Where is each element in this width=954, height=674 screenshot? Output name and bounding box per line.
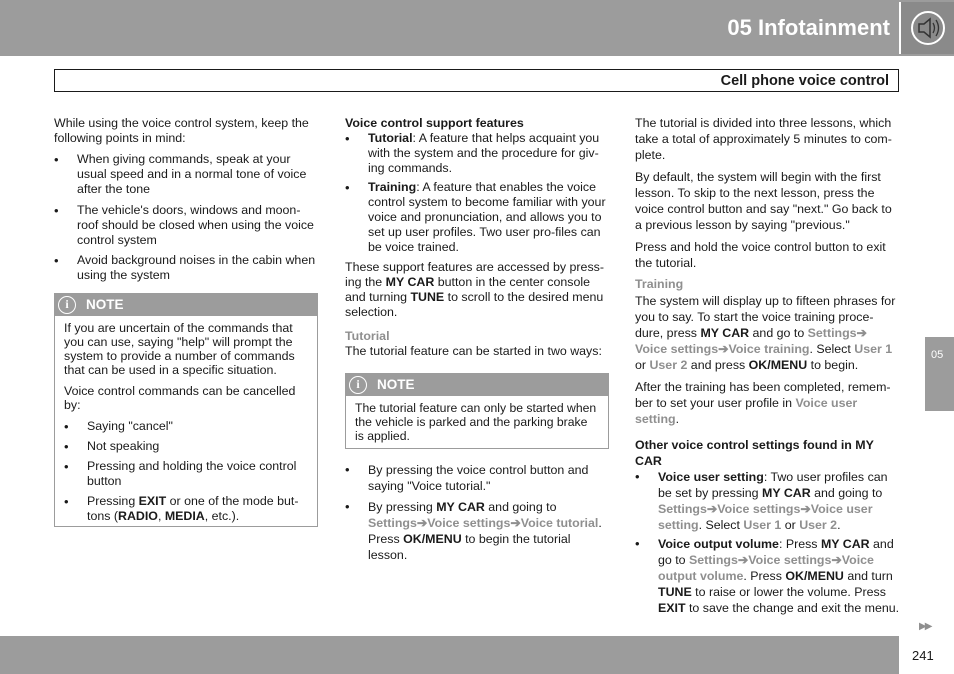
text: , [157,509,165,523]
note-label: NOTE [377,377,415,392]
text: to begin the tutorial lesson. [368,532,571,562]
paragraph [345,260,610,320]
text: After the training has been completed, remem-ber to set your user profile in [635,380,891,410]
list-item: • Saying "cancel" [64,419,308,434]
text: and going to [810,486,883,500]
section-title: Cell phone voice control [720,73,889,89]
chapter-icon-box [899,2,954,54]
text: MEDIA [164,509,205,523]
menu-path: Voice output volume [658,553,874,583]
arrow-right-icon: ➔ [856,326,867,340]
menu-path: Settings [368,516,417,530]
text: and turn [843,569,893,583]
text: Training [368,180,417,194]
menu-path: Settings [689,553,738,567]
arrow-right-icon: ➔ [718,342,729,356]
page-number: 241 [912,648,934,663]
text: : Press [778,537,821,551]
text: and go to [749,326,808,340]
arrow-right-icon: ➔ [416,516,428,530]
info-icon: i [349,376,367,394]
menu-path: Voice settings [427,516,511,530]
column-1 [54,116,319,289]
text: Pressing [87,494,139,508]
section-title-box [54,69,899,92]
menu-path: User 1 [854,342,893,356]
text: and press [687,358,749,372]
text: button in the center console and turning [345,275,590,304]
list-item: • When giving commands, speak at your usual speed and in a normal tone of voice after the tone [54,152,319,197]
note-header [55,294,317,316]
menu-path: Voice user setting [635,396,858,426]
menu-path: Voice training [728,342,810,356]
text: or [635,358,650,372]
text: : A feature that enables the voice control system to become familiar with your voice and pronunciation, and allows you to set up user profiles. Two user pro-files can be voice trained. [368,180,606,254]
info-icon: i [58,296,76,314]
list-item: • Avoid background noises in the cabin when using the system [54,253,319,283]
list-item [635,469,901,533]
note-paragraph: If you are uncertain of the commands that you can use, saying "help" will prompt the system to provide a number of commands that can be used in a specific situation. [64,321,295,377]
text: RADIO [118,509,158,523]
support-features-list [345,131,610,255]
speaker-icon [909,10,947,46]
menu-path: Voice settings [748,553,832,567]
page-number-box [899,636,954,674]
text: OK/MENU [748,358,808,372]
text: to save the change and exit the menu. [685,601,900,615]
text: Voice user setting [658,470,764,484]
menu-path: Voice settings [635,342,719,356]
column-2-lower [345,462,610,569]
list-item [64,494,308,524]
menu-path: Voice tutorial [520,516,599,530]
chapter-title: 05 Infotainment [727,15,890,40]
text: TUNE [658,585,692,599]
list-item: • Not speaking [64,439,308,454]
arrow-right-icon: ➔ [706,502,718,516]
text: to scroll to the desired menu selection. [345,290,604,319]
text: . Select [809,342,855,356]
menu-path: User 1 [743,518,782,532]
text: MY CAR [700,326,750,340]
text: . [837,518,841,532]
text: or [781,518,800,532]
list-item: • By pressing the voice control button and saying "Voice tutorial." [345,462,610,494]
list-item: • Pressing and holding the voice control button [64,459,308,489]
text: The system will display up to fifteen phrases for you to say. To start the voice training proce-dure, press [635,294,896,340]
training-heading: Training [635,277,684,291]
double-arrow-right-icon[interactable]: ▶▶ [919,621,931,632]
menu-path: Settings [807,326,857,340]
text: MY CAR [762,486,811,500]
menu-path: User 2 [799,518,838,532]
note-body [55,316,317,532]
paragraph [635,379,901,427]
text: and go to [658,537,894,567]
text: These support features are accessed by press-ing the [345,260,604,289]
menu-path: Voice settings [717,502,801,516]
list-item: • The vehicle's doors, windows and moon-roof should be closed when using the voice control system [54,203,319,248]
support-features-heading: Voice control support features [345,116,524,130]
menu-path: Settings [658,502,707,516]
note-box [54,293,318,527]
chapter-side-tab-label: 05 [931,349,944,361]
text: TUNE [410,290,445,304]
note-box [345,373,609,449]
cancel-list [64,419,308,524]
paragraph: Press and hold the voice control button to exit the tutorial. [635,240,886,270]
text: By pressing [368,500,437,514]
text: Voice output volume [658,537,779,551]
paragraph: The tutorial feature can be started in two ways: [345,344,602,358]
arrow-right-icon: ➔ [800,502,811,516]
column-3 [635,115,901,622]
text: and going to [484,500,557,514]
text: MY CAR [385,275,435,289]
text: . Press [743,569,786,583]
text: MY CAR [820,537,870,551]
text: . [675,412,680,426]
note-body [346,396,608,454]
text: Tutorial [368,131,413,145]
footer-bar [0,636,954,674]
paragraph: By default, the system will begin with the first lesson. To skip to the next lesson, press the voice control button and say "next." Go back to a previous lesson by saying "previous." [635,170,892,232]
text: EXIT [658,601,686,615]
text: or one of the mode but-tons ( [87,494,299,523]
list-item [635,536,901,616]
list-item [345,180,610,255]
arrow-right-icon: ➔ [510,516,521,530]
text: . Press [368,516,602,546]
text: to raise or lower the volume. Press [691,585,886,599]
text: OK/MENU [403,532,462,546]
other-settings-heading: Other voice control settings found in MY CAR [635,438,874,468]
arrow-right-icon: ➔ [737,553,749,567]
list-item [345,131,610,176]
text: OK/MENU [785,569,844,583]
tutorial-ways-list [345,462,610,563]
tutorial-heading: Tutorial [345,329,390,343]
intro-paragraph: While using the voice control system, keep the following points in mind: [54,116,309,145]
note-paragraph: Voice control commands can be cancelled by: [64,384,296,412]
header-bar [0,0,954,56]
text: . Select [698,518,744,532]
menu-path: Voice user setting [658,502,873,532]
text: MY CAR [436,500,485,514]
list-item [345,499,610,563]
paragraph: The tutorial is divided into three lessons, which take a total of approximately 5 minutes to com-plete. [635,116,892,162]
menu-path: User 2 [649,358,688,372]
tips-list [54,152,319,283]
column-2 [345,116,610,365]
text: to begin. [807,358,859,372]
arrow-right-icon: ➔ [831,553,842,567]
other-settings-list [635,469,901,616]
text: EXIT [138,494,167,508]
paragraph [635,293,901,373]
text: : Two user profiles can be set by pressing [658,470,888,500]
chapter-side-tab[interactable] [925,337,954,411]
note-header [346,374,608,396]
note-paragraph: The tutorial feature can only be started when the vehicle is parked and the parking brake is applied. [355,401,597,443]
text: , etc.). [204,509,240,523]
text: : A feature that helps acquaint you with the system and the procedure for giv-ing commands. [368,131,600,175]
note-label: NOTE [86,297,124,312]
